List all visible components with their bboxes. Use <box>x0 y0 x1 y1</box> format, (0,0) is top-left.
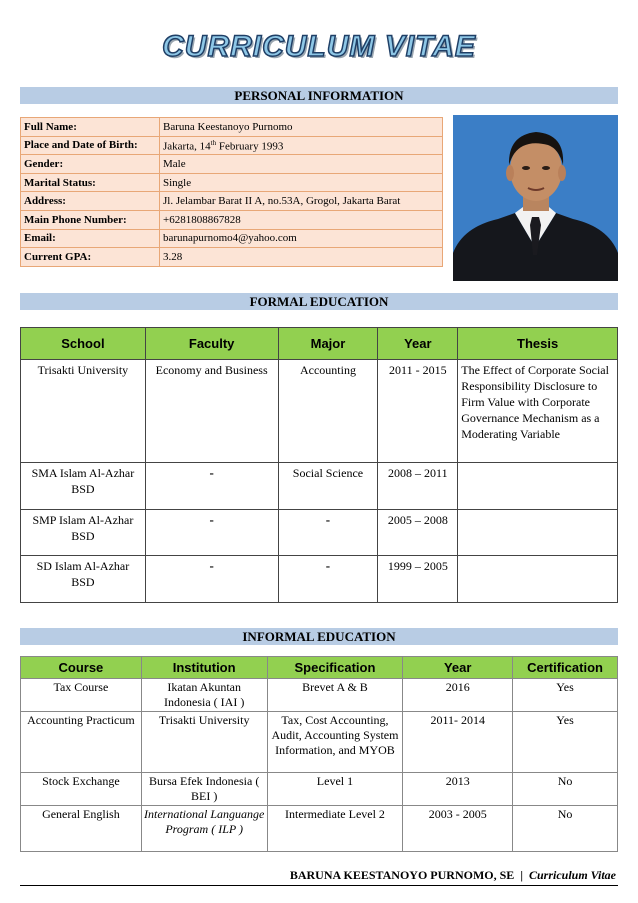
field-value: Jl. Jelambar Barat II A, no.53A, Grogol, Jakarta Barat <box>160 192 443 211</box>
field-value: Single <box>160 173 443 192</box>
informal-education-table <box>20 656 618 852</box>
institution-cell: International Languange Program ( ILP ) <box>141 806 267 852</box>
field-label: Address: <box>21 192 160 211</box>
column-header-year: Year <box>378 328 458 360</box>
column-header-school: School <box>21 328 146 360</box>
field-label: Main Phone Number: <box>21 210 160 229</box>
field-value <box>160 136 443 155</box>
school-cell: SMP Islam Al-Azhar BSD <box>21 510 146 556</box>
course-cell: General English <box>21 806 142 852</box>
field-value: Baruna Keestanoyo Purnomo <box>160 118 443 137</box>
table-row <box>21 806 618 852</box>
table-header-row <box>21 328 618 360</box>
course-cell: Accounting Practicum <box>21 712 142 773</box>
ordinal-suffix: th <box>210 138 217 147</box>
birth-place-date: Jakarta, 14 <box>163 140 211 153</box>
year-cell: 2013 <box>403 773 513 806</box>
thesis-cell: The Effect of Corporate Social Responsibility Disclosure to Firm Value with Corporate Governance Mechanism as a Moderating Variable <box>458 360 618 463</box>
table-row <box>21 712 618 773</box>
document-title: CURRICULUM VITAE <box>162 30 476 63</box>
thesis-cell <box>458 510 618 556</box>
year-cell: 2016 <box>403 679 513 712</box>
formal-education-table <box>20 327 618 603</box>
footer-separator: | <box>520 868 523 882</box>
field-label: Email: <box>21 229 160 248</box>
footer-rule <box>20 885 618 886</box>
institution-cell: Ikatan Akuntan Indonesia ( IAI ) <box>141 679 267 712</box>
section-heading-formal: FORMAL EDUCATION <box>20 293 618 310</box>
institution-cell: Bursa Efek Indonesia ( BEI ) <box>141 773 267 806</box>
major-cell: - <box>278 510 378 556</box>
thesis-cell <box>458 463 618 510</box>
field-label: Gender: <box>21 155 160 174</box>
field-value: +6281808867828 <box>160 210 443 229</box>
specification-cell: Intermediate Level 2 <box>267 806 403 852</box>
table-row <box>21 192 443 211</box>
faculty-cell: - <box>145 510 278 556</box>
column-header-course: Course <box>21 657 142 679</box>
table-row <box>21 773 618 806</box>
field-label: Place and Date of Birth: <box>21 136 160 155</box>
specification-cell: Brevet A & B <box>267 679 403 712</box>
certification-cell: Yes <box>513 679 618 712</box>
field-value: Male <box>160 155 443 174</box>
profile-photo <box>453 115 618 281</box>
major-cell: Social Science <box>278 463 378 510</box>
school-cell: SMA Islam Al-Azhar BSD <box>21 463 146 510</box>
table-row <box>21 155 443 174</box>
certification-cell: No <box>513 773 618 806</box>
major-cell: - <box>278 556 378 603</box>
faculty-cell: Economy and Business <box>145 360 278 463</box>
specification-cell: Level 1 <box>267 773 403 806</box>
table-row <box>21 118 443 137</box>
year-cell: 2003 - 2005 <box>403 806 513 852</box>
faculty-cell: - <box>145 463 278 510</box>
field-label: Current GPA: <box>21 248 160 267</box>
year-cell: 2005 – 2008 <box>378 510 458 556</box>
page-footer <box>20 868 618 883</box>
thesis-cell <box>458 556 618 603</box>
footer-doc-title: Curriculum Vitae <box>528 868 616 882</box>
personal-info-table <box>20 117 443 267</box>
field-value: 3.28 <box>160 248 443 267</box>
column-header-institution: Institution <box>141 657 267 679</box>
school-cell: SD Islam Al-Azhar BSD <box>21 556 146 603</box>
faculty-cell: - <box>145 556 278 603</box>
section-heading-informal: INFORMAL EDUCATION <box>20 628 618 645</box>
footer-name: BARUNA KEESTANOYO PURNOMO, SE <box>289 868 515 882</box>
birth-month-year: February 1993 <box>216 140 284 153</box>
section-heading-personal: PERSONAL INFORMATION <box>20 87 618 104</box>
table-row <box>21 248 443 267</box>
year-cell: 2008 – 2011 <box>378 463 458 510</box>
table-header-row <box>21 657 618 679</box>
table-row <box>21 463 618 510</box>
table-row <box>21 173 443 192</box>
table-row <box>21 360 618 463</box>
field-label: Full Name: <box>21 118 160 137</box>
column-header-major: Major <box>278 328 378 360</box>
year-cell: 1999 – 2005 <box>378 556 458 603</box>
column-header-certification: Certification <box>513 657 618 679</box>
course-cell: Tax Course <box>21 679 142 712</box>
specification-cell: Tax, Cost Accounting, Audit, Accounting System Information, and MYOB <box>267 712 403 773</box>
table-row <box>21 229 443 248</box>
field-value: barunapurnomo4@yahoo.com <box>160 229 443 248</box>
year-cell: 2011- 2014 <box>403 712 513 773</box>
field-label: Marital Status: <box>21 173 160 192</box>
column-header-year: Year <box>403 657 513 679</box>
column-header-faculty: Faculty <box>145 328 278 360</box>
course-cell: Stock Exchange <box>21 773 142 806</box>
table-row <box>21 210 443 229</box>
certification-cell: Yes <box>513 712 618 773</box>
table-row <box>21 510 618 556</box>
school-cell: Trisakti University <box>21 360 146 463</box>
table-row <box>21 679 618 712</box>
major-cell: Accounting <box>278 360 378 463</box>
table-row <box>21 556 618 603</box>
institution-cell: Trisakti University <box>141 712 267 773</box>
column-header-thesis: Thesis <box>458 328 618 360</box>
year-cell: 2011 - 2015 <box>378 360 458 463</box>
table-row <box>21 136 443 155</box>
certification-cell: No <box>513 806 618 852</box>
column-header-specification: Specification <box>267 657 403 679</box>
person-portrait-icon <box>453 115 618 281</box>
